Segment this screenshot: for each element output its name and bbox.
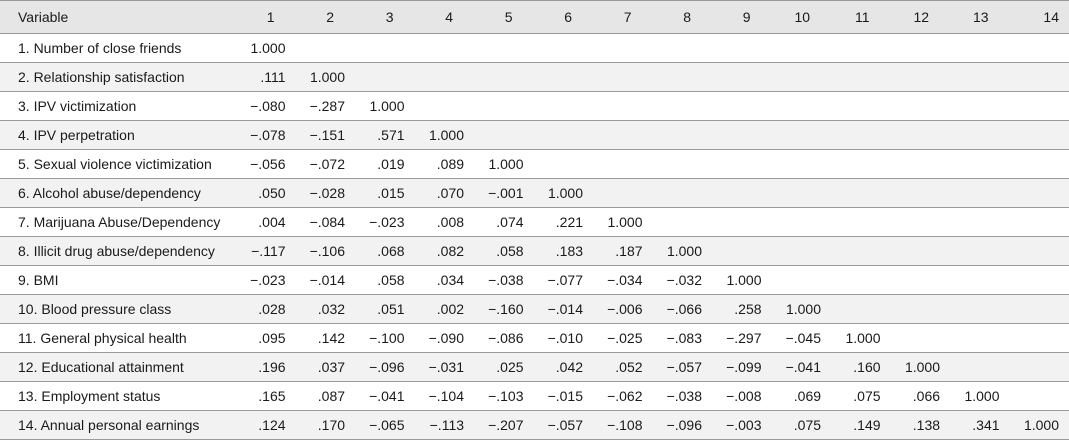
table-cell: 1.000 [300,63,360,92]
table-cell: −.041 [359,382,419,411]
table-cell: −.106 [300,237,360,266]
row-label: 10. Blood pressure class [0,295,240,324]
table-cell [954,34,1014,63]
table-cell: .015 [359,179,419,208]
table-cell: .028 [240,295,300,324]
table-cell: −.080 [240,92,300,121]
table-row [0,179,1069,208]
table-cell: .025 [478,353,538,382]
table-cell: .095 [240,324,300,353]
table-cell: −.001 [478,179,538,208]
table-cell [1014,382,1069,411]
table-cell [895,208,955,237]
table-cell [1014,208,1069,237]
table-cell: .082 [419,237,479,266]
table-cell [776,150,836,179]
table-cell [657,63,717,92]
table-cell [835,34,895,63]
row-label: 2. Relationship satisfaction [0,63,240,92]
table-cell: .075 [776,411,836,440]
table-cell: .341 [954,411,1014,440]
row-label: 6. Alcohol abuse/dependency [0,179,240,208]
table-cell [1014,266,1069,295]
table-cell [776,179,836,208]
table-row [0,382,1069,411]
table-cell: −.041 [776,353,836,382]
table-cell: .070 [419,179,479,208]
table-cell: .160 [835,353,895,382]
table-cell [835,266,895,295]
table-cell: .066 [895,382,955,411]
table-cell [895,150,955,179]
header-col-10: 10 [776,1,836,34]
table-cell [895,63,955,92]
table-cell: −.045 [776,324,836,353]
table-cell [954,121,1014,150]
table-cell [538,92,598,121]
table-cell [895,324,955,353]
table-cell [597,92,657,121]
table-cell [1014,63,1069,92]
table-cell [954,208,1014,237]
table-cell [954,353,1014,382]
table-cell [1014,237,1069,266]
table-cell: −.099 [716,353,776,382]
table-cell [538,63,598,92]
table-cell: −.090 [419,324,479,353]
table-cell: −.028 [300,179,360,208]
table-cell: 1.000 [478,150,538,179]
table-cell: −.086 [478,324,538,353]
header-col-2: 2 [300,1,360,34]
table-cell: −.006 [597,295,657,324]
table-cell [835,295,895,324]
table-cell [776,266,836,295]
header-col-9: 9 [716,1,776,34]
table-cell: .111 [240,63,300,92]
table-cell: −.083 [657,324,717,353]
table-cell: −.010 [538,324,598,353]
table-cell: −.038 [657,382,717,411]
table-cell [716,150,776,179]
table-cell [359,63,419,92]
table-row [0,266,1069,295]
table-cell [954,324,1014,353]
table-cell: 1.000 [835,324,895,353]
table-cell: −.056 [240,150,300,179]
row-label: 5. Sexual violence victimization [0,150,240,179]
table-cell: .170 [300,411,360,440]
row-label: 1. Number of close friends [0,34,240,63]
table-cell [419,63,479,92]
table-cell [716,179,776,208]
table-cell: .089 [419,150,479,179]
table-cell [776,92,836,121]
table-cell [954,179,1014,208]
table-cell [895,92,955,121]
table-cell: .138 [895,411,955,440]
table-cell: .183 [538,237,598,266]
header-row [0,1,1069,34]
table-cell [538,34,598,63]
table-cell: .051 [359,295,419,324]
table-row [0,324,1069,353]
table-cell: −.096 [657,411,717,440]
table-cell [1014,150,1069,179]
table-cell: .124 [240,411,300,440]
table-row [0,237,1069,266]
table-cell [776,237,836,266]
table-cell: 1.000 [776,295,836,324]
table-cell: −.025 [597,324,657,353]
table-cell [657,179,717,208]
table-cell: 1.000 [240,34,300,63]
table-cell [1014,353,1069,382]
table-cell [657,208,717,237]
table-cell [419,34,479,63]
table-cell [478,34,538,63]
table-cell: .037 [300,353,360,382]
table-cell [478,121,538,150]
table-cell: .032 [300,295,360,324]
header-col-1: 1 [240,1,300,34]
table-cell: −.015 [538,382,598,411]
table-cell [597,179,657,208]
row-label: 7. Marijuana Abuse/Dependency [0,208,240,237]
table-cell [895,121,955,150]
table-cell [716,34,776,63]
table-cell: −.100 [359,324,419,353]
table-cell: −.287 [300,92,360,121]
table-row [0,150,1069,179]
table-cell [954,266,1014,295]
table-cell [716,121,776,150]
table-cell: 1.000 [657,237,717,266]
table-cell [716,208,776,237]
table-cell [657,92,717,121]
row-label: 11. General physical health [0,324,240,353]
table-cell: 1.000 [954,382,1014,411]
table-cell: .149 [835,411,895,440]
table-cell [895,237,955,266]
table-cell: 1.000 [895,353,955,382]
table-cell: −.096 [359,353,419,382]
table-cell: −.104 [419,382,479,411]
table-cell [359,34,419,63]
table-cell [954,295,1014,324]
table-cell: .075 [835,382,895,411]
table-header [0,1,1069,34]
table-cell: 1.000 [419,121,479,150]
table-cell: .069 [776,382,836,411]
table-cell: −.160 [478,295,538,324]
table-cell [895,266,955,295]
table-cell [1014,324,1069,353]
header-col-6: 6 [538,1,598,34]
row-label: 14. Annual personal earnings [0,411,240,440]
table-row [0,63,1069,92]
row-label: 13. Employment status [0,382,240,411]
table-body [0,34,1069,440]
table-cell [657,34,717,63]
table-cell: −.084 [300,208,360,237]
header-col-5: 5 [478,1,538,34]
table-cell: .221 [538,208,598,237]
table-row [0,295,1069,324]
table-cell: −.151 [300,121,360,150]
table-cell: −.072 [300,150,360,179]
table-row [0,92,1069,121]
table-cell: −.014 [300,266,360,295]
table-cell [1014,121,1069,150]
table-cell: .019 [359,150,419,179]
table-cell: .058 [359,266,419,295]
table-cell: .142 [300,324,360,353]
table-cell: −.103 [478,382,538,411]
table-row [0,34,1069,63]
table-cell: −.108 [597,411,657,440]
table-cell: −.032 [657,266,717,295]
table-cell: 1.000 [597,208,657,237]
table-cell: −.034 [597,266,657,295]
table-cell [776,63,836,92]
row-label: 8. Illicit drug abuse/dependency [0,237,240,266]
table-cell: .571 [359,121,419,150]
table-cell: −.297 [716,324,776,353]
table-cell [1014,34,1069,63]
table-cell: .068 [359,237,419,266]
row-label: 9. BMI [0,266,240,295]
table-cell: .034 [419,266,479,295]
table-cell [895,34,955,63]
table-cell: −.057 [657,353,717,382]
table-cell [835,179,895,208]
table-cell: −.113 [419,411,479,440]
table-cell: .002 [419,295,479,324]
table-cell [538,150,598,179]
table-cell: −.117 [240,237,300,266]
table-cell: .087 [300,382,360,411]
header-col-4: 4 [419,1,479,34]
table-cell: 1.000 [1014,411,1069,440]
header-col-11: 11 [835,1,895,34]
table-cell: −.207 [478,411,538,440]
table-cell [657,121,717,150]
table-cell: .008 [419,208,479,237]
table-cell [716,92,776,121]
table-cell: .074 [478,208,538,237]
table-cell [478,92,538,121]
table-cell [835,208,895,237]
table-cell [597,150,657,179]
table-cell: −.038 [478,266,538,295]
table-cell [419,92,479,121]
table-cell: .058 [478,237,538,266]
table-cell [835,63,895,92]
table-cell: −.023 [240,266,300,295]
table-cell [954,63,1014,92]
table-cell [954,150,1014,179]
table-cell: .052 [597,353,657,382]
header-col-8: 8 [657,1,717,34]
table-cell [1014,179,1069,208]
table-cell: 1.000 [716,266,776,295]
table-cell: −.014 [538,295,598,324]
table-cell [954,237,1014,266]
table-cell [300,34,360,63]
table-cell [597,34,657,63]
table-cell [657,150,717,179]
table-cell: .196 [240,353,300,382]
row-label: 4. IPV perpetration [0,121,240,150]
table-cell: −.023 [359,208,419,237]
table-cell [716,237,776,266]
table-cell: −.078 [240,121,300,150]
table-cell: −.077 [538,266,598,295]
table-row [0,353,1069,382]
table-cell: .187 [597,237,657,266]
header-col-13: 13 [954,1,1014,34]
table-cell [954,92,1014,121]
table-cell: −.066 [657,295,717,324]
table-row [0,411,1069,440]
table-cell: .050 [240,179,300,208]
header-col-14: 14 [1014,1,1069,34]
table-cell [776,121,836,150]
table-cell: −.062 [597,382,657,411]
table-cell [835,92,895,121]
table-cell [895,179,955,208]
table-cell [538,121,598,150]
table-cell: −.031 [419,353,479,382]
table-cell [597,121,657,150]
table-cell: 1.000 [359,92,419,121]
table-cell: .165 [240,382,300,411]
table-cell [478,63,538,92]
row-label: 12. Educational attainment [0,353,240,382]
table-cell: −.008 [716,382,776,411]
table-cell: .258 [716,295,776,324]
header-col-7: 7 [597,1,657,34]
table-cell [835,121,895,150]
row-label: 3. IPV victimization [0,92,240,121]
table-cell [895,295,955,324]
table-cell [776,208,836,237]
header-col-3: 3 [359,1,419,34]
table-row [0,208,1069,237]
table-cell [716,63,776,92]
table-cell: 1.000 [538,179,598,208]
table-cell [1014,295,1069,324]
table-row [0,121,1069,150]
table-cell [835,237,895,266]
header-col-12: 12 [895,1,955,34]
table-cell: .004 [240,208,300,237]
table-cell: −.003 [716,411,776,440]
table-cell: .042 [538,353,598,382]
table-cell [597,63,657,92]
header-variable: Variable [0,1,240,34]
table-cell [1014,92,1069,121]
table-cell [776,34,836,63]
table-cell: −.065 [359,411,419,440]
table-cell: −.057 [538,411,598,440]
table-cell [835,150,895,179]
